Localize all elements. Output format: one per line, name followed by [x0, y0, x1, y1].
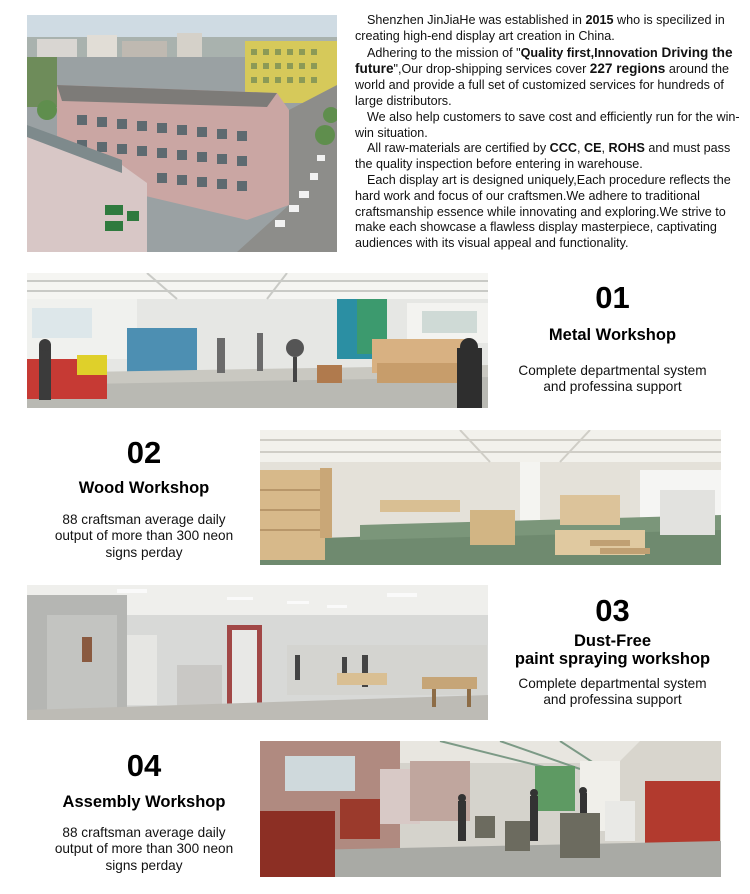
- workshop-03-title-line2: paint spraying workshop: [514, 650, 711, 668]
- company-intro: [355, 13, 743, 252]
- workshop-02-desc-line3: signs perday: [105, 544, 183, 560]
- workshop-01-info: [490, 281, 735, 396]
- workshop-02-number: 02: [126, 435, 162, 470]
- workshop-04-info: [30, 749, 258, 874]
- metal-workshop-photo: [27, 273, 488, 408]
- intro-paragraph-design: Each display art is designed uniquely,Each procedure reflects the hard work and focus of our craftsmen.We adhere to traditional craftsmanship essence while innovating and exploring.We strive to make each showcase a flawless display masterpiece, captivating audiences with its visual appeal and functionality.: [355, 172, 731, 251]
- workshop-02-desc-line1: 88 craftsman average daily: [62, 512, 226, 527]
- workshop-01-desc-line1: Complete departmental system: [518, 363, 707, 378]
- assembly-workshop-photo: [260, 741, 721, 877]
- intro-paragraph-mission: Adhering to the mission of "Quality first,Innovation Driving the future",Our drop-shipping services cover 227 regions around the world and provide a full set of customized services for hundreds of large distributors.: [355, 44, 733, 108]
- workshop-03-info: [490, 594, 735, 709]
- workshop-02-info: [30, 436, 258, 561]
- workshop-01-title: Metal Workshop: [548, 326, 677, 344]
- workshop-04-desc-line2: output of more than 300 neon: [54, 841, 234, 857]
- workshop-03-number: 03: [595, 593, 630, 628]
- intro-paragraph-founding: Shenzhen JinJiaHe was established in 2015 who is specilized in creating high-end display art creation in China.: [355, 13, 725, 43]
- workshop-04-desc-line1: 88 craftsman average daily: [62, 825, 226, 840]
- intro-paragraph-certification: All raw-materials are certified by CCC, CE, ROHS and must pass the quality inspection before entering in warehouse.: [355, 141, 731, 172]
- workshop-02-title: Wood Workshop: [78, 479, 210, 497]
- workshop-01-desc-line2: and professina support: [543, 379, 682, 395]
- factory-aerial-photo: [27, 15, 337, 252]
- workshop-04-title: Assembly Workshop: [62, 793, 226, 811]
- wood-workshop-photo: [260, 430, 721, 565]
- workshop-03-title: Dust-Free: [573, 632, 651, 650]
- intro-paragraph-cost: We also help customers to save cost and efficiently run for the win-win situation.: [355, 109, 740, 140]
- workshop-03-desc-line1: Complete departmental system: [518, 676, 707, 691]
- workshop-04-number: 04: [126, 748, 162, 783]
- workshop-01-number: 01: [595, 280, 630, 315]
- workshop-03-desc-line2: and professina support: [543, 692, 682, 708]
- workshop-02-desc-line2: output of more than 300 neon: [54, 528, 234, 544]
- dust-free-workshop-photo: [27, 585, 488, 720]
- workshop-04-desc-line3: signs perday: [105, 857, 183, 873]
